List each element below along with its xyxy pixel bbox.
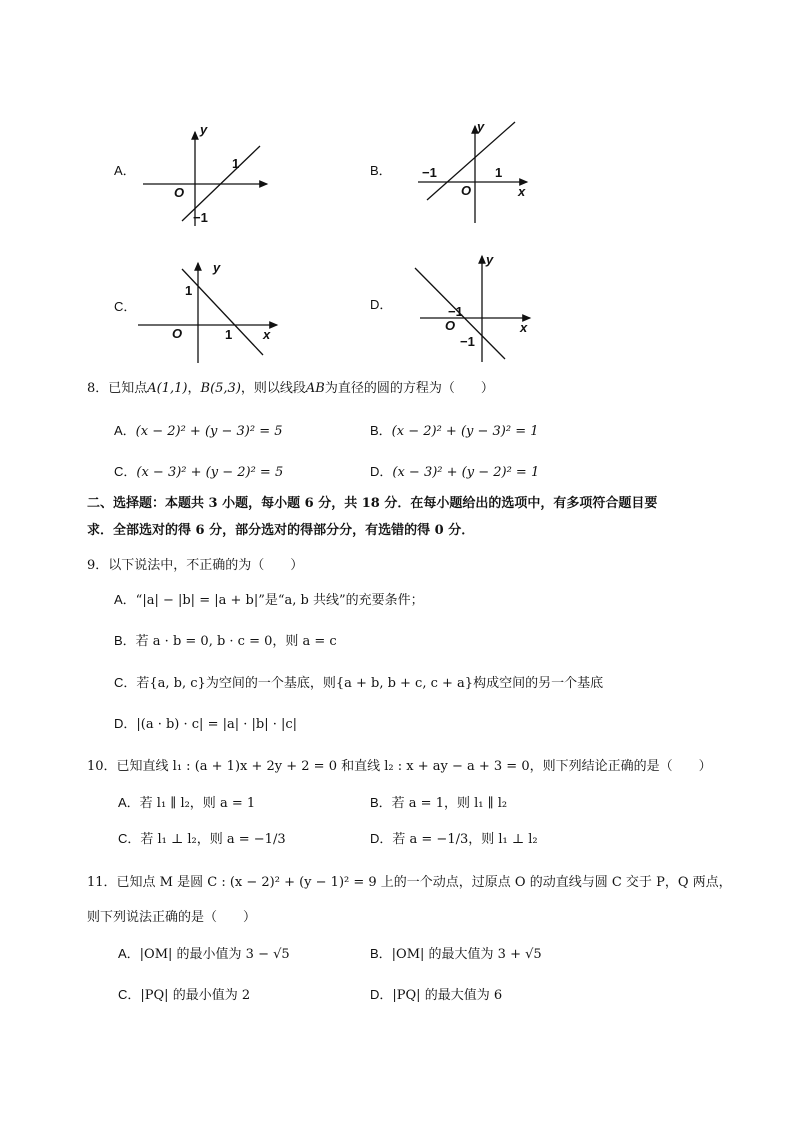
q10-option-b[interactable]: B．若 a = 1，则 l₁ ∥ l₂ — [370, 795, 508, 811]
q11-stem: 11．已知点 M 是圆 C : (x − 2)² + (y − 1)² = 9 上的一个动点，过原点 O 的动直线与圆 C 交于 P，Q 两点， — [87, 875, 732, 890]
x-axis-label: x — [518, 184, 526, 199]
q11-stem-cont: 则下列说法正确的是（ ） — [87, 910, 257, 925]
section-heading-cont: 求．全部选对的得 6 分，部分选对的得部分分，有选错的得 0 分． — [87, 523, 475, 538]
q8-option-a[interactable]: A．(x − 2)² + (y − 3)² = 5 — [114, 423, 283, 439]
q9-option-a[interactable]: A．“|a| − |b| = |a + b|”是“a, b 共线”的充要条件； — [114, 592, 424, 608]
y-axis-label: y — [213, 260, 221, 275]
mark-label: 1 — [185, 283, 193, 298]
q7-option-a-label[interactable]: A． — [114, 163, 136, 178]
origin-label: O — [461, 183, 472, 198]
section-heading: 二、选择题：本题共 3 小题，每小题 6 分，共 18 分．在每小题给出的选项中，有多项符合题目要 — [87, 496, 658, 511]
q11-option-d[interactable]: D．|PQ| 的最大值为 6 — [370, 987, 503, 1003]
q8-option-d[interactable]: D．(x − 3)² + (y − 2)² = 1 — [370, 464, 540, 480]
q8-stem: 8．已知点A(1,1)，B(5,3)，则以线段AB为直径的圆的方程为（ ） — [87, 381, 494, 396]
y-axis-label: y — [200, 122, 208, 137]
x-axis-label: x — [520, 320, 528, 335]
q11-option-c[interactable]: C．|PQ| 的最小值为 2 — [118, 987, 251, 1003]
mark-label: −1 — [460, 334, 475, 349]
origin-label: O — [445, 318, 456, 333]
q9-option-c[interactable]: C．若{a, b, c}为空间的一个基底，则{a + b, b + c, c + a}构成空间的另一个基底 — [114, 675, 604, 691]
q7-option-b-label[interactable]: B． — [370, 163, 392, 178]
mark-label: 1 — [232, 156, 240, 171]
q9-option-d[interactable]: D．|(a · b) · c| = |a| · |b| · |c| — [114, 716, 298, 732]
mark-label: −1 — [193, 210, 208, 225]
q10-stem: 10．已知直线 l₁ : (a + 1)x + 2y + 2 = 0 和直线 l₂ : x + ay − a + 3 = 0，则下列结论正确的是（ ） — [87, 759, 712, 774]
q9-option-b[interactable]: B．若 a · b = 0, b · c = 0，则 a = c — [114, 633, 337, 649]
q10-option-a[interactable]: A．若 l₁ ∥ l₂，则 a = 1 — [118, 795, 256, 811]
y-axis-label: y — [486, 252, 494, 267]
y-axis-label: y — [477, 119, 485, 134]
mark-label: 1 — [225, 327, 233, 342]
origin-label: O — [174, 185, 185, 200]
q8-option-b[interactable]: B．(x − 2)² + (y − 3)² = 1 — [370, 423, 539, 439]
q7-graph-c — [135, 255, 285, 365]
q11-option-b[interactable]: B．|OM| 的最大值为 3 + √5 — [370, 946, 542, 962]
q10-option-d[interactable]: D．若 a = −1/3，则 l₁ ⊥ l₂ — [370, 831, 538, 847]
q10-option-c[interactable]: C．若 l₁ ⊥ l₂，则 a = −1/3 — [118, 831, 286, 847]
q7-option-d-label[interactable]: D． — [370, 297, 393, 312]
q11-option-a[interactable]: A．|OM| 的最小值为 3 − √5 — [118, 946, 290, 962]
q9-stem: 9．以下说法中，不正确的为（ ） — [87, 558, 304, 573]
q7-graph-b — [415, 118, 535, 228]
mark-label: −1 — [422, 165, 437, 180]
mark-label: −1 — [448, 304, 463, 319]
q7-option-c-label[interactable]: C． — [114, 299, 137, 314]
q8-option-c[interactable]: C．(x − 3)² + (y − 2)² = 5 — [114, 464, 284, 480]
x-axis-label: x — [263, 327, 271, 342]
mark-label: 1 — [495, 165, 503, 180]
origin-label: O — [172, 326, 183, 341]
q7-graph-a — [140, 118, 275, 228]
q7-graph-d — [410, 252, 535, 364]
